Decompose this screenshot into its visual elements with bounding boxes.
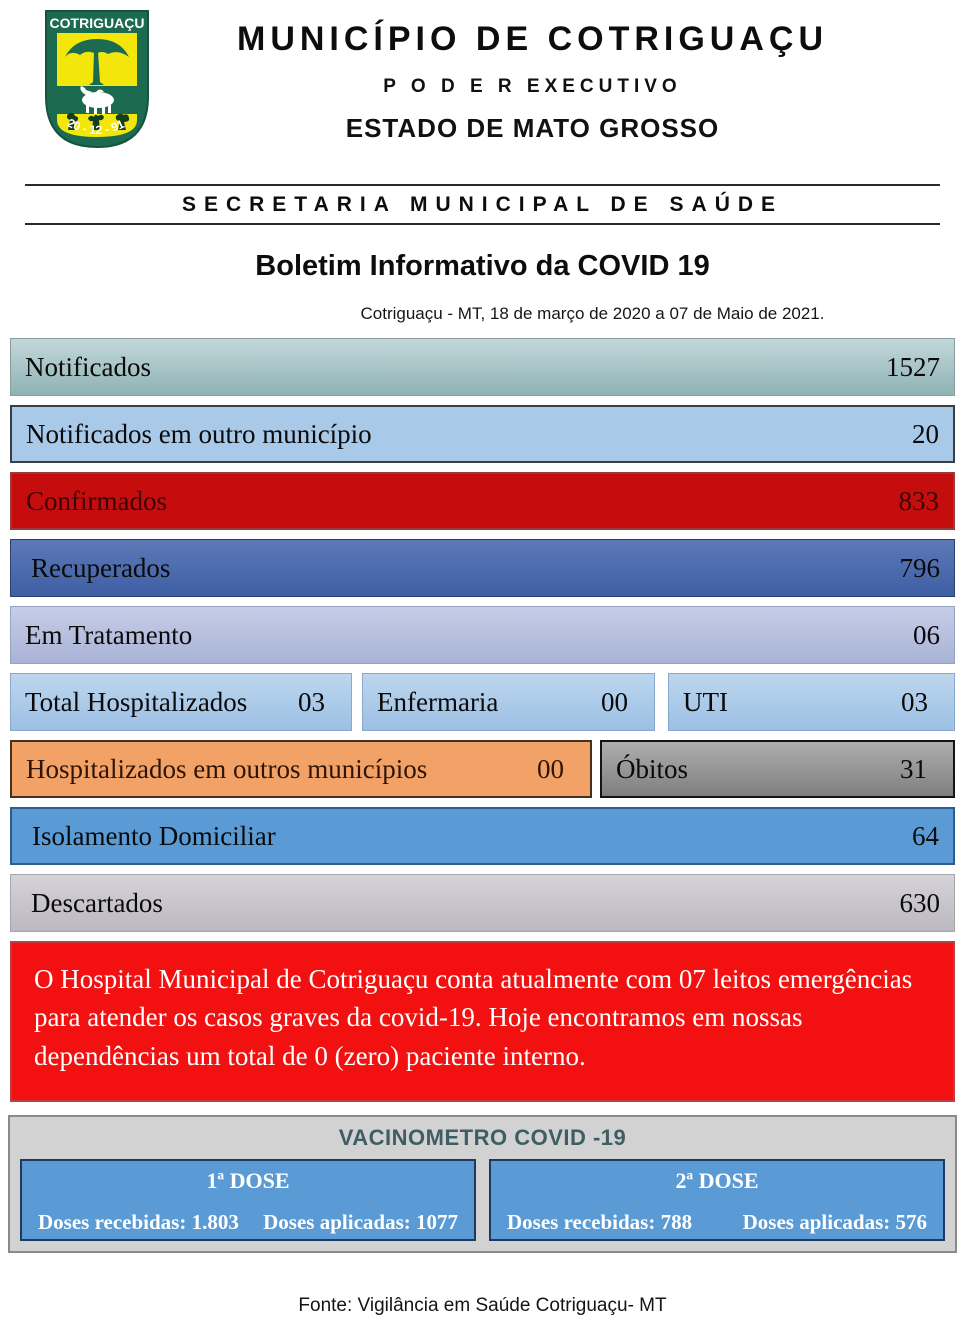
stat-row-descartados	[10, 874, 955, 932]
dose1-applied: Doses aplicadas: 1077	[263, 1209, 458, 1234]
bulletin-title: Boletim Informativo da COVID 19	[255, 250, 710, 282]
stat-value: 630	[899, 887, 940, 918]
vacinometro-panel	[8, 1115, 957, 1253]
logo-name-text: COTRIGUAÇU	[49, 15, 145, 31]
dose1-received: Doses recebidas: 1.803	[38, 1209, 239, 1234]
stat-label: Óbitos	[616, 753, 689, 784]
stat-label: Notificados	[25, 351, 151, 382]
stat-value: 06	[913, 619, 940, 650]
stats-table	[10, 338, 955, 932]
bulletin-period-text: Cotriguaçu - MT, 18 de março de 2020 a 07 de Maio de 2021.	[360, 304, 825, 323]
stat-value: 00	[601, 686, 628, 717]
health-secretary-label: SECRETARIA MUNICIPAL DE SAÚDE	[181, 193, 784, 216]
header	[0, 0, 965, 144]
dose2-received: Doses recebidas: 788	[507, 1209, 693, 1234]
stat-row-recuperados	[10, 539, 955, 597]
stat-value: 03	[298, 686, 325, 717]
stat-value: 64	[912, 820, 939, 851]
stat-row-confirmados	[10, 472, 955, 530]
stat-value: 03	[901, 686, 928, 717]
divider-bottom	[25, 223, 940, 225]
dose-boxes	[20, 1159, 945, 1241]
logo-date-text: 20 - 12 - 91	[65, 115, 127, 138]
stat-label: Hospitalizados em outros municípios	[26, 753, 428, 784]
stat-row-em-tratamento	[10, 606, 955, 664]
stat-label: Enfermaria	[377, 686, 499, 717]
dose2-panel	[489, 1159, 945, 1241]
stat-value: 796	[899, 552, 940, 583]
stat-label: UTI	[683, 686, 728, 717]
vacinometro-title: VACINOMETRO COVID -19	[338, 1124, 627, 1150]
dose1-stats	[38, 1210, 458, 1235]
stat-value: 20	[912, 418, 939, 449]
executive-branch-label: P O D E R EXECUTIVO	[383, 76, 682, 97]
stat-cell-enfermaria	[362, 673, 655, 731]
stat-cell-obitos	[600, 740, 955, 798]
stat-row-notificados-outro-municipio	[10, 405, 955, 463]
stat-row-outros-obitos-group	[10, 740, 955, 798]
stat-label: Descartados	[31, 887, 163, 918]
stat-label: Confirmados	[26, 485, 167, 516]
stat-cell-hospitalizados-outros	[10, 740, 592, 798]
stat-row-isolamento-domiciliar	[10, 807, 955, 865]
hospital-notice: O Hospital Municipal de Cotriguaçu conta atualmente com 07 leitos emergências para atender os casos graves da covid-19. Hoje encontramos em nossas dependências um total de 0 (zero) paciente interno.	[10, 941, 955, 1102]
dose1-panel	[20, 1159, 476, 1241]
stat-value: 1527	[886, 351, 940, 382]
municipality-title: MUNICÍPIO DE COTRIGUAÇU	[237, 20, 828, 58]
stat-label: Total Hospitalizados	[25, 686, 248, 717]
dose2-stats	[507, 1210, 927, 1235]
stat-label: Notificados em outro município	[26, 418, 372, 449]
dose1-title: 1ª DOSE	[206, 1167, 290, 1193]
stat-label: Isolamento Domiciliar	[32, 820, 276, 851]
stat-cell-uti	[668, 673, 955, 731]
stat-value: 833	[898, 485, 939, 516]
stat-value: 00	[537, 753, 564, 784]
source-footer: Fonte: Vigilância em Saúde Cotriguaçu- MT	[298, 1294, 667, 1316]
coat-of-arms-logo	[38, 8, 156, 150]
state-label: ESTADO DE MATO GROSSO	[345, 113, 720, 143]
dose2-applied: Doses aplicadas: 576	[742, 1209, 927, 1234]
stat-label: Recuperados	[31, 552, 171, 583]
stat-label: Em Tratamento	[25, 619, 193, 650]
stat-row-hospitalizados-group	[10, 673, 955, 731]
bulletin-period	[0, 304, 965, 324]
stat-cell-total-hospitalizados	[10, 673, 352, 731]
stat-row-notificados	[10, 338, 955, 396]
stat-value: 31	[900, 753, 927, 784]
dose2-title: 2ª DOSE	[675, 1167, 759, 1193]
